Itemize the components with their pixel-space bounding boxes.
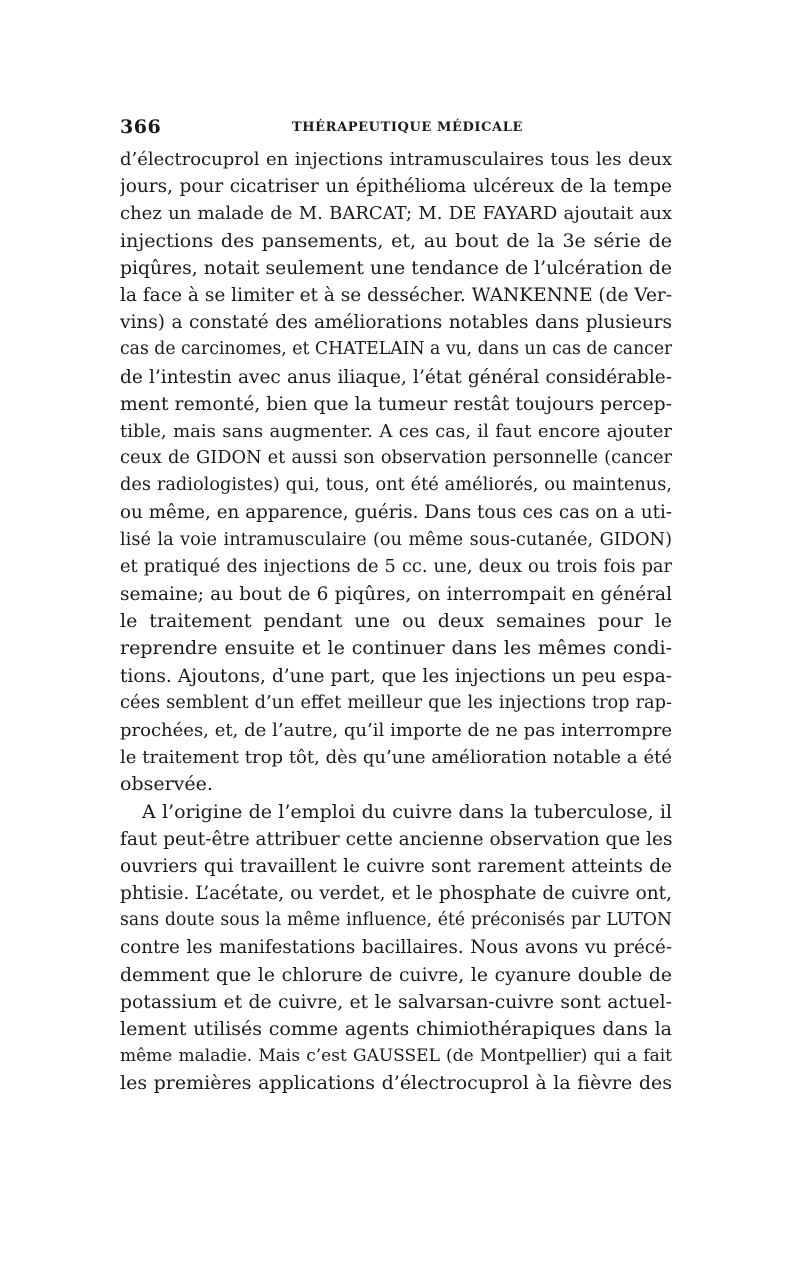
text-line: lisé la voie intramusculaire (ou même sous-cutanée, GIDON) bbox=[120, 529, 672, 550]
text-line: tible, mais sans augmenter. A ces cas, il faut encore ajouter bbox=[120, 420, 672, 442]
text-line: ou même, en apparence, guéris. Dans tous ces cas on a uti- bbox=[120, 502, 672, 524]
page-header bbox=[120, 116, 672, 140]
text-line: les premières applications d’électrocuprol à la fièvre des bbox=[120, 1072, 672, 1095]
text-line: des radiologistes) qui, tous, ont été améliorés, ou maintenus, bbox=[120, 475, 672, 496]
text-line: piqûres, notait seulement une tendance de l’ulcération de bbox=[120, 257, 672, 279]
text-line: phtisie. L’acétate, ou verdet, et le phosphate de cuivre ont, bbox=[120, 883, 672, 905]
text-line: ceux de GIDON et aussi son observation personnelle (cancer bbox=[120, 448, 672, 469]
text-line: de l’intestin avec anus iliaque, l’état général considérable- bbox=[120, 366, 672, 388]
text-line: prochées, et, de l’autre, qu’il importe de ne pas interrompre bbox=[120, 719, 672, 741]
running-head: THÉRAPEUTIQUE MÉDICALE bbox=[292, 120, 523, 135]
text-line: jours, pour cicatriser un épithélioma ulcéreux de la tempe bbox=[120, 176, 672, 198]
text-line: chez un malade de M. BARCAT; M. DE FAYARD ajoutait aux bbox=[120, 203, 672, 225]
text-line: lement utilisés comme agents chimiothérapiques dans la bbox=[120, 1018, 672, 1040]
text-line: ouvriers qui travaillent le cuivre sont rarement atteints de bbox=[120, 855, 672, 877]
page-number: 366 bbox=[120, 116, 162, 138]
text-line: la face à se limiter et à se dessécher. WANKENNE (de Ver- bbox=[120, 284, 672, 306]
text-line: tions. Ajoutons, d’une part, que les injections un peu espa- bbox=[120, 665, 672, 687]
text-line: injections des pansements, et, au bout de la 3e série de bbox=[120, 229, 672, 252]
text-line: même maladie. Mais c’est GAUSSEL (de Montpellier) qui a fait bbox=[120, 1046, 672, 1067]
body-text bbox=[120, 146, 672, 1098]
text-line: ment remonté, bien que la tumeur restât toujours percep- bbox=[120, 393, 672, 415]
text-line: cées semblent d’un effet meilleur que les injections trop rap- bbox=[120, 692, 672, 713]
text-line: cas de carcinomes, et CHATELAIN a vu, dans un cas de cancer bbox=[120, 339, 672, 360]
text-line: demment que le chlorure de cuivre, le cyanure double de bbox=[120, 964, 672, 986]
text-line: semaine; au bout de 6 piqûres, on interrompait en général bbox=[120, 584, 672, 605]
text-line: potassium et de cuivre, et le salvarsan-cuivre sont actuel- bbox=[120, 991, 672, 1013]
text-line: d’électrocuprol en injections intramusculaires tous les deux bbox=[120, 149, 672, 170]
text-line: contre les manifestations bacillaires. Nous avons vu précé- bbox=[120, 937, 672, 959]
text-line: vins) a constaté des améliorations notables dans plusieurs bbox=[120, 312, 672, 334]
text-line: le traitement trop tôt, dès qu’une amélioration notable a été bbox=[120, 747, 672, 769]
text-line: faut peut-être attribuer cette ancienne observation que les bbox=[120, 828, 672, 850]
paragraph-start-line: A l’origine de l’emploi du cuivre dans la tuberculose, il bbox=[142, 800, 672, 823]
text-line: reprendre ensuite et le continuer dans les mêmes condi- bbox=[120, 637, 672, 660]
paragraph-end-line: observée. bbox=[120, 773, 213, 796]
text-line: et pratiqué des injections de 5 cc. une, deux ou trois fois par bbox=[120, 556, 672, 577]
text-line: sans doute sous la même influence, été préconisés par LUTON bbox=[120, 910, 672, 931]
text-line: le traitement pendant une ou deux semaines pour le bbox=[120, 610, 672, 633]
